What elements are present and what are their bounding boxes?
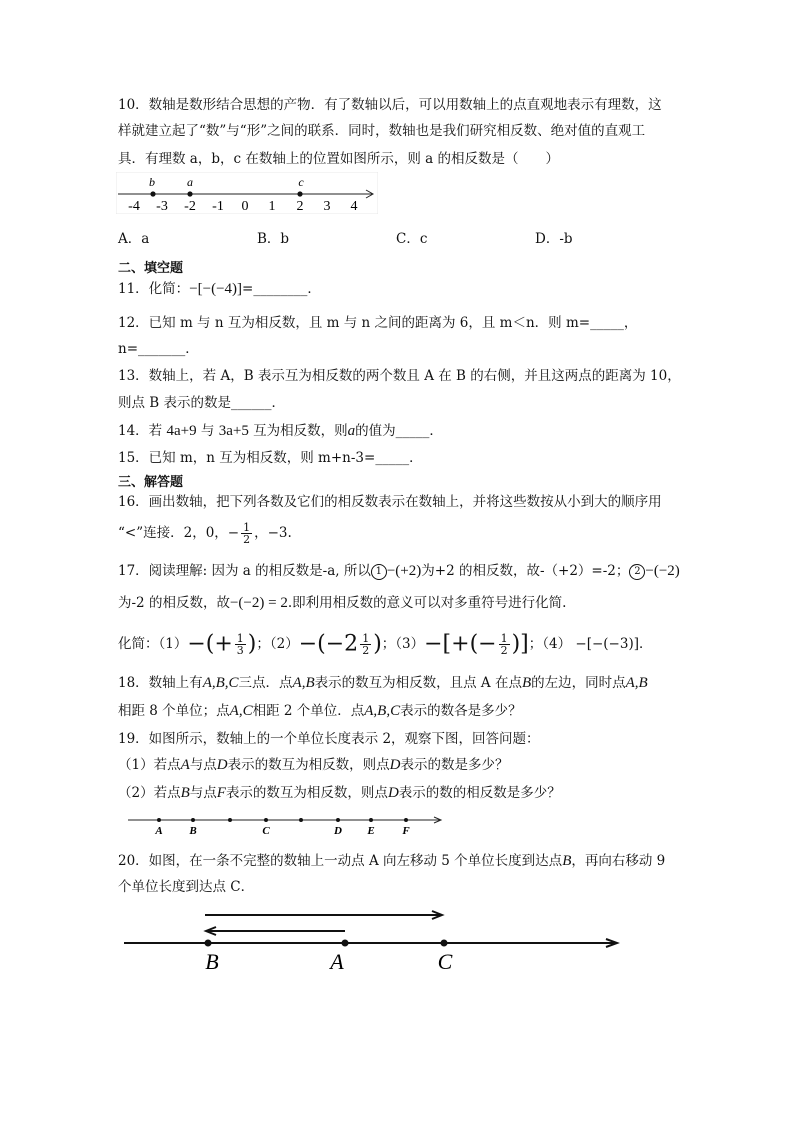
q19-line3: （2）若点B与点F表示的数互为相反数，则点D表示的数的相反数是多少？ [118,785,561,801]
tick-label: -4 [128,199,140,214]
q19-number-line [126,812,446,838]
q16-line2: “<”连接．2，0，− $\frac{1}{2}$ ，−3. [118,521,292,546]
point-b [150,191,155,196]
tick-label: 3 [323,199,331,214]
q18-line1: 18．数轴上有A,B,C三点．点A,B表示的数互为相反数，且点 A 在点B的左边，同时点A,B [118,675,648,691]
label-E: E [367,825,375,837]
label-A: A [155,825,163,837]
circled-two: 2 [629,564,645,580]
point-B [205,940,212,947]
tick-label: 0 [241,199,249,214]
q18-line2: 相距 8 个单位；点A,C相距 2 个单位．点A,B,C表示的数各是多少？ [118,703,522,719]
q12-line1: 12．已知 m 与 n 互为相反数，且 m 与 n 之间的距离为 6，且 m＜n．则 m=_____， [118,315,638,331]
tick-label: -3 [156,199,168,214]
q14: 14．若 4a+9 与 3a+5 互为相反数，则a的值为_____． [118,423,443,439]
tick-label: 4 [350,199,358,214]
q12-line2: n=_______． [118,341,199,357]
q15: 15．已知 m，n 互为相反数，则 m+n-3=_____． [118,450,423,466]
section-fill-in-heading: 二、填空题 [118,261,184,276]
point-c [297,191,302,196]
q10-line1: 10．数轴是数形结合思想的产物．有了数轴以后，可以用数轴上的点直观地表示有理数，这 [118,97,662,113]
q10-option-a[interactable]: A．a [118,231,150,247]
point-F [404,818,408,822]
point-label-a: a [187,175,193,189]
point-C [441,940,448,947]
q16-line1: 16．画出数轴，把下列各数及它们的相反数表示在数轴上，并将这些数按从小到大的顺序用 [118,494,662,510]
point-a [187,191,192,196]
q10-tick-labels [128,199,357,214]
q20-diagram [120,905,625,975]
point-A [157,818,161,822]
q20-line1: 20．如图，在一条不完整的数轴上一动点 A 向左移动 5 个单位长度到达点B，再向右移动 9 [118,853,666,869]
point-D [336,818,340,822]
tick-label: 1 [268,199,276,214]
label-D: D [334,825,342,837]
q19-line1: 19．如图所示，数轴上的一个单位长度表示 2，观察下图，回答问题： [118,731,540,747]
point-B [191,818,195,822]
q13-line2: 则点 B 表示的数是______． [118,395,286,411]
q11: 11．化简：−[−(−4)]=________． [118,281,321,297]
q20-line2: 个单位长度到达点 C． [118,879,255,895]
q10-line3: 具．有理数 a，b，c 在数轴上的位置如图所示，则 a 的相反数是（ ） [118,151,559,167]
q10-line2: 样就建立起了“数”与“形”之间的联系．同时，数轴也是我们研究相反数、绝对值的直观工 [118,123,646,139]
point-label-c: c [298,175,304,189]
label-B: B [189,825,197,837]
q10-option-b[interactable]: B．b [257,231,290,247]
label-A: A [330,949,344,974]
q19-line2: （1）若点A与点D表示的数互为相反数，则点D表示的数是多少？ [118,757,509,773]
label-C: C [262,825,270,837]
q10-option-d[interactable]: D．-b [535,231,573,247]
point-E [369,818,373,822]
point-label-b: b [149,175,155,189]
q13-line1: 13．数轴上，若 A，B 表示互为相反数的两个数且 A 在 B 的右侧，并且这两点的距离为 10， [118,368,681,384]
q10-number-line [116,172,378,214]
move-left-arrow [206,927,345,935]
point-C [264,818,268,822]
tick-label: 2 [296,199,304,214]
circled-one: 1 [371,564,387,580]
section-answer-heading: 三、解答题 [118,475,184,490]
tick-label: -1 [212,199,224,214]
tick-label: -2 [184,199,196,214]
move-right-arrow [205,911,442,919]
q17-line2: 为-2 的相反数，故−(−2) = 2.即利用相反数的意义可以对多重符号进行化简. [118,595,567,611]
q10-option-c[interactable]: C．c [396,231,428,247]
q17-line1: 17．阅读理解: 因为 a 的相反数是-a, 所以 1 −(+2)为+2 的相反数，故-（+2）=-2； 2 −(−2) [118,563,680,579]
label-C: C [437,949,453,974]
label-F: F [402,825,410,837]
point-A [342,940,349,947]
q17-line3: 化简：（1）−(+ $\frac{1}{3}$ )；（2）−(−2 $\frac{1}{2}$ )；（3）−[+(− $\frac{1}{2}$ )]；（4） −[−(−3)]． [118,631,653,657]
label-B: B [205,949,219,974]
